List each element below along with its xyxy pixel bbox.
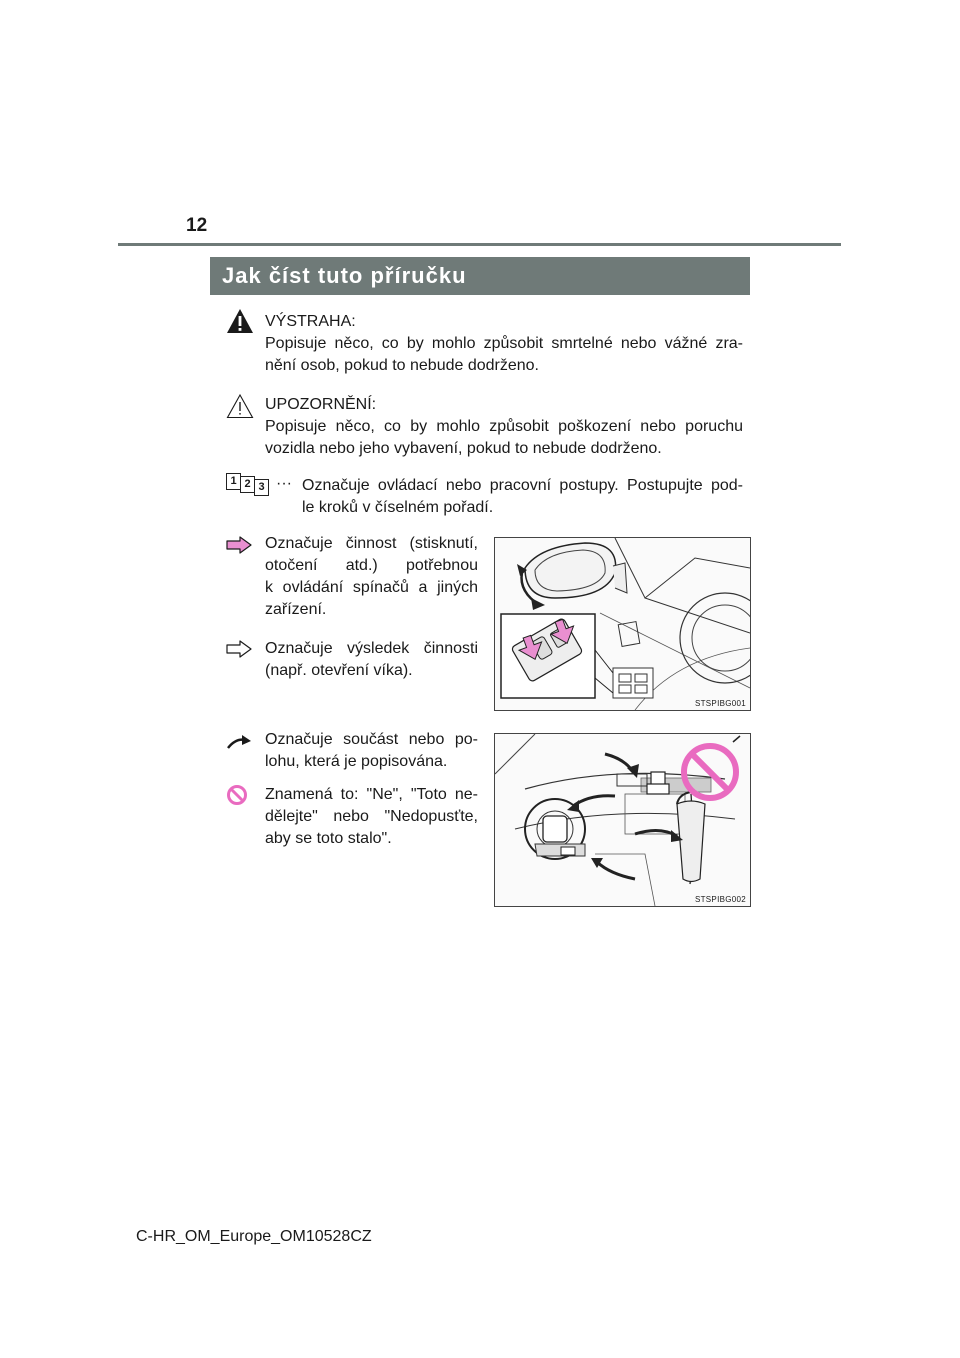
steps-dots: ··· — [276, 475, 292, 492]
warning-line-2: nění osob, pokud to nebude dodrženo. — [265, 357, 539, 374]
prohibition-block — [265, 784, 478, 850]
result-arrow-icon — [226, 640, 252, 658]
figure-dashboard-prohibition — [494, 733, 751, 907]
figure-1-code: STSPIBG001 — [694, 699, 746, 708]
page-number: 12 — [186, 215, 208, 236]
figure-2-illustration — [495, 734, 750, 906]
component-line-1: Označuje součást nebo po- — [265, 731, 478, 748]
action-line-2: otočení atd.) potřebnou — [265, 557, 478, 574]
step-number-1: 1 — [226, 473, 241, 490]
step-number-2: 2 — [240, 476, 255, 493]
notice-block — [265, 394, 743, 460]
step-number-3: 3 — [254, 479, 269, 496]
prohibition-line-2: dělejte" nebo "Nedopusťte, — [265, 808, 478, 825]
warning-block — [265, 311, 743, 377]
prohibition-line-1: Znamená to: "Ne", "Toto ne- — [265, 786, 478, 803]
steps-line-1: Označuje ovládací nebo pracovní postupy. Postupujte pod- — [302, 477, 743, 494]
action-line-1: Označuje činnost (stisknutí, — [265, 535, 478, 552]
caution-icon — [226, 393, 254, 419]
warning-line-1: Popisuje něco, co by mohlo způsobit smrtelné nebo vážné zra- — [265, 335, 743, 352]
steps-line-2: le kroků v číselném pořadí. — [302, 499, 494, 516]
component-pointer-icon — [226, 733, 252, 751]
result-line-1: Označuje výsledek činnosti — [265, 640, 478, 657]
result-block — [265, 638, 478, 682]
warning-heading: VÝSTRAHA: — [265, 313, 356, 330]
figure-2-code: STSPIBG002 — [694, 895, 746, 904]
prohibition-line-3: aby se toto stalo". — [265, 830, 392, 847]
notice-line-2: vozidla nebo jeho vybavení, pokud to nebude dodrženo. — [265, 440, 662, 457]
footer-document-code: C-HR_OM_Europe_OM10528CZ — [136, 1228, 372, 1245]
notice-heading: UPOZORNĚNÍ: — [265, 396, 377, 413]
warning-icon — [226, 308, 254, 334]
action-line-3: k ovládání spínačů a jiných — [265, 579, 478, 596]
action-line-4: zařízení. — [265, 601, 327, 618]
component-line-2: lohu, která je popisována. — [265, 753, 448, 770]
figure-1-illustration — [495, 538, 750, 710]
top-rule — [118, 243, 841, 246]
result-line-2: (např. otevření víka). — [265, 662, 413, 679]
component-block — [265, 729, 478, 773]
notice-line-1: Popisuje něco, co by mohlo způsobit poškození nebo poruchu — [265, 418, 743, 435]
action-arrow-icon — [226, 536, 252, 554]
action-block — [265, 533, 478, 621]
prohibition-icon — [226, 784, 248, 806]
section-title: Jak číst tuto příručku — [210, 257, 750, 295]
steps-block — [302, 475, 743, 519]
figure-door-mirror-switch — [494, 537, 751, 711]
